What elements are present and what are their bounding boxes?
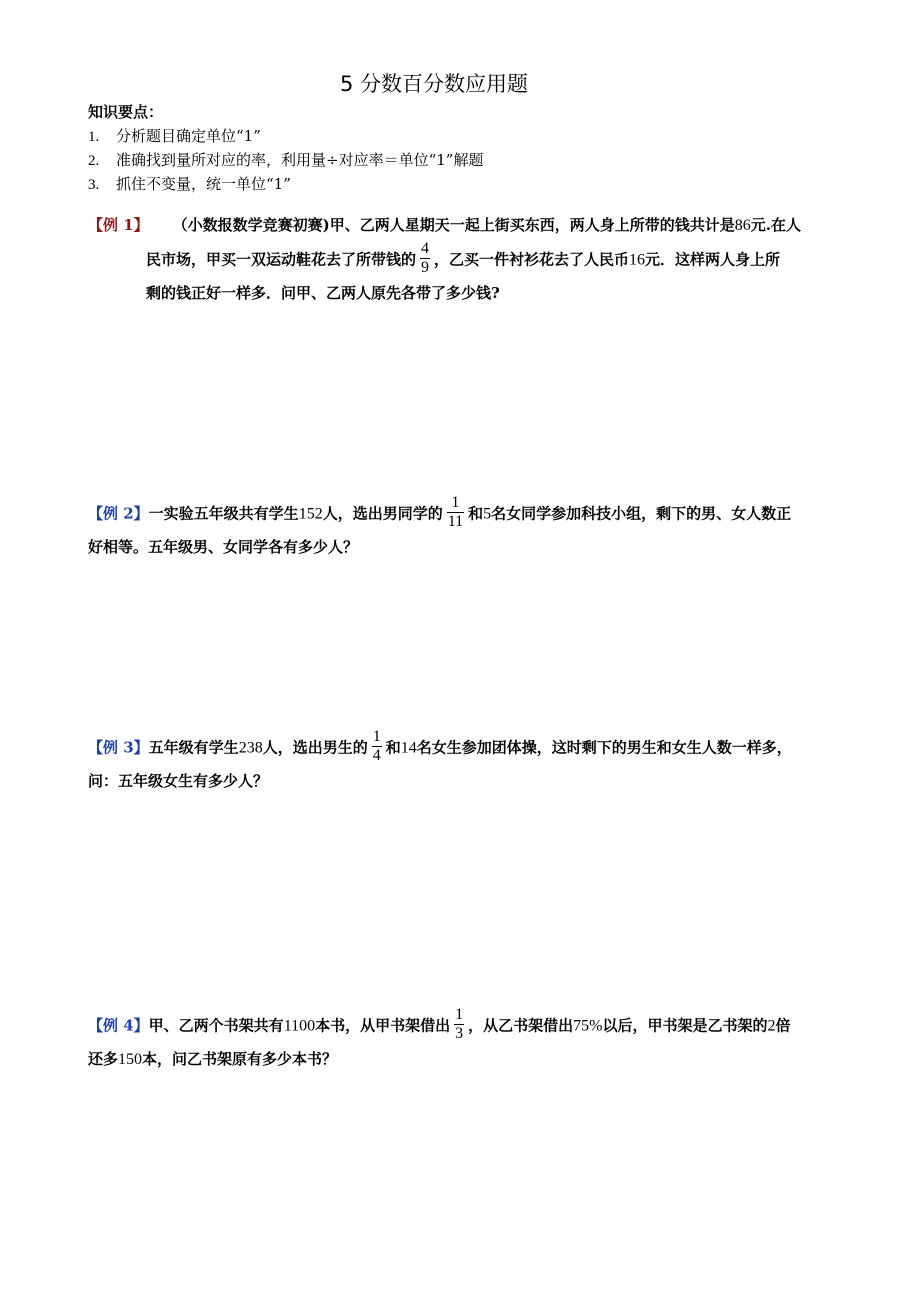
page-title: 5 分数百分数应用题 — [339, 72, 529, 96]
example-1-line-1: 【例 1】 （小数报数学竞赛初赛)甲、乙两人星期天一起上街买东西，两人身上所带的钱共计是86元.在人 — [88, 216, 802, 234]
example-3-tag: 【例 3】 — [88, 738, 149, 757]
knowledge-item: 1. 分析题目确定单位“1” — [88, 127, 261, 145]
example-3-line-2: 问：五年级女生有多少人？ — [88, 772, 269, 790]
knowledge-item: 3. 抓住不变量，统一单位“1” — [88, 175, 291, 193]
example-4-line-2: 还多150本，问乙书架原有多少本书？ — [88, 1050, 338, 1068]
example-2 — [88, 496, 791, 564]
knowledge-item: 2. 准确找到量所对应的率，利用量÷对应率＝单位“1”解题 — [88, 151, 484, 169]
example-1-line-2: 民市场，甲买一双运动鞋花去了所带钱的 $\frac{4}{9}$ ，乙买一件衬衫花去了人民币16元．这样两人身上所 — [146, 240, 781, 276]
example-1 — [88, 208, 801, 310]
example-2-line-1: 【例 2】一实验五年级共有学生152人，选出男同学的 $\frac{1}{11}$ 和5名女同学参加科技小组，剩下的男、女人数正 — [88, 494, 792, 530]
example-3 — [88, 730, 792, 798]
knowledge-heading: 知识要点： — [88, 103, 164, 121]
fraction-1-4: $\frac{1}{4}$ — [372, 728, 381, 764]
fraction-1-3: $\frac{1}{3}$ — [455, 1006, 464, 1042]
example-1-tag: 【例 1】 — [88, 216, 149, 234]
example-1-line-3: 剩的钱正好一样多．问甲、乙两人原先各带了多少钱? — [146, 284, 500, 302]
example-4 — [88, 1008, 790, 1076]
example-3-line-1: 【例 3】五年级有学生238人，选出男生的 $\frac{1}{4}$ 和14名女生参加团体操，这时剩下的男生和女生人数一样多， — [88, 728, 792, 764]
example-2-line-2: 好相等。五年级男、女同学各有多少人？ — [88, 538, 359, 556]
fraction-4-9: $\frac{4}{9}$ — [421, 240, 430, 276]
example-4-tag: 【例 4】 — [88, 1016, 149, 1035]
example-4-line-1: 【例 4】甲、乙两个书架共有1100本书，从甲书架借出 $\frac{1}{3}$ ，从乙书架借出75%以后，甲书架是乙书架的2倍 — [88, 1006, 791, 1042]
knowledge-list — [88, 124, 483, 196]
fraction-1-11: $\frac{1}{11}$ — [447, 494, 464, 530]
example-2-tag: 【例 2】 — [88, 504, 149, 523]
